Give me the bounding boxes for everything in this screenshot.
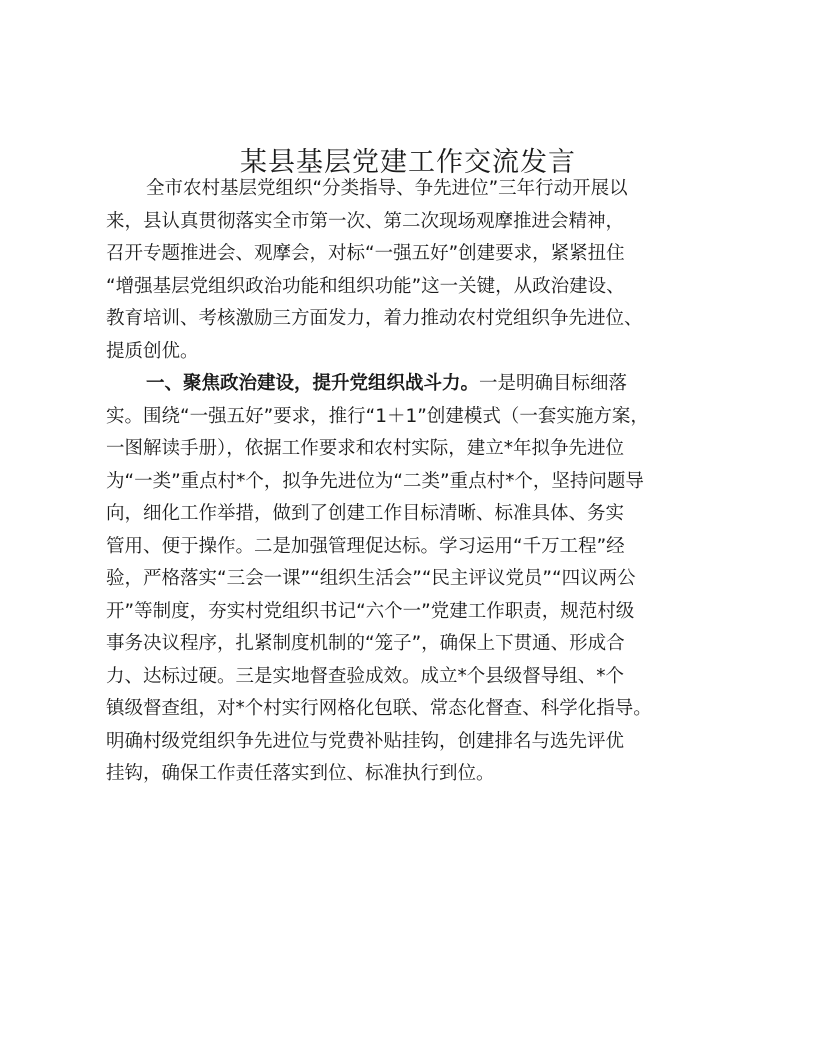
paragraph-line: 为“一类”重点村*个，拟争先进位为“二类”重点村*个，坚持问题导 [106, 470, 644, 492]
paragraph-line: 一图解读手册），依据工作要求和农村实际，建立*年拟争先进位 [106, 438, 625, 459]
paragraph-line: 管用、便于操作。二是加强管理促达标。学习运用“千万工程”经 [106, 535, 625, 557]
paragraph-section-one [106, 368, 720, 791]
paragraph-line: 镇级督查组，对*个村实行网格化包联、常态化督查、科学化指导。 [106, 698, 652, 719]
document-title: 某县基层党建工作交流发言 [240, 147, 576, 178]
paragraph-line: 事务决议程序，扎紧制度机制的“笼子”，确保上下贯通、形成合 [106, 633, 625, 654]
paragraph-line: 提质创优。 [106, 340, 199, 362]
paragraph-line: 明确村级党组织争先进位与党费补贴挂钩，创建排名与选先评优 [106, 730, 625, 752]
paragraph-line: “增强基层党组织政治功能和组织功能”这一关键，从政治建设、 [106, 275, 625, 297]
section-heading: 一、聚焦政治建设，提升党组织战斗力。 [146, 373, 480, 394]
paragraph-line: 召开专题推进会、观摩会，对标“一强五好”创建要求，紧紧扭住 [106, 243, 625, 264]
paragraph-line: 实。围绕“一强五好”要求，推行“1＋1”创建模式（一套实施方案， [106, 405, 649, 427]
paragraph-line: 开”等制度，夯实村党组织书记“六个一”党建工作职责，规范村级 [106, 600, 635, 622]
paragraph-line: 全市农村基层党组织“分类指导、争先进位”三年行动开展以 [146, 178, 628, 199]
paragraph-line: 验，严格落实“三会一课”“组织生活会”“民主评议党员”“四议两公 [106, 568, 636, 589]
paragraph-line: 挂钩，确保工作责任落实到位、标准执行到位。 [106, 763, 495, 784]
paragraph-line: 向，细化工作举措，做到了创建工作目标清晰、标准具体、务实 [106, 503, 625, 524]
paragraph-line [106, 368, 720, 401]
paragraph-line: 来，县认真贯彻落实全市第一次、第二次现场观摩推进会精神， [106, 210, 625, 232]
paragraph-intro [106, 173, 720, 368]
paragraph-line: 力、达标过硬。三是实地督查验成效。成立*个县级督导组、*个 [106, 665, 625, 687]
section-text: 一是明确目标细落 [479, 373, 628, 394]
document-body [106, 173, 720, 791]
paragraph-line: 教育培训、考核激励三方面发力，着力推动农村党组织争先进位、 [106, 308, 643, 329]
